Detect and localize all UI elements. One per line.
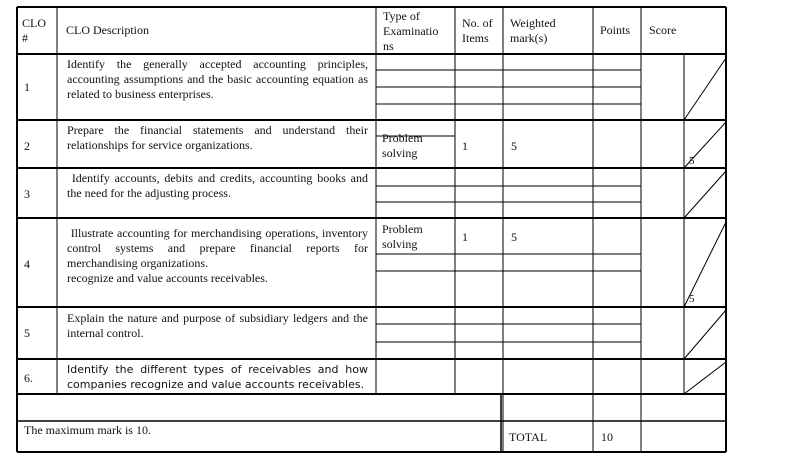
score-slash — [684, 171, 726, 218]
score-slash — [684, 58, 726, 120]
header-score: Score — [649, 23, 677, 37]
row-1-number: 1 — [24, 80, 30, 94]
row-4-number: 4 — [24, 257, 30, 271]
row-4-description: Illustrate accounting for merchandising operations, inventory control systems and prepare financial reports for merchandising organizations. recognize and value accounts receivables. — [67, 226, 368, 285]
row-2-number: 2 — [24, 139, 30, 153]
row-4-exam-type: Problem solving — [382, 222, 423, 251]
total-points: 10 — [601, 430, 613, 444]
row-1-description: Identify the generally accepted accounting principles, accounting assumptions and the basic accounting equation as related to business enterprises. — [67, 57, 368, 101]
row-2-score: 5 — [689, 155, 695, 167]
row-4-weighted-mark: 5 — [511, 230, 517, 244]
header-clo-description: CLO Description — [66, 23, 149, 37]
row-2-num-items: 1 — [462, 139, 468, 153]
row-6-description: Identify the different types of receivables and how companies recognize and value accounts receivables. — [67, 363, 368, 391]
row-5-description: Explain the nature and purpose of subsidiary ledgers and the internal control. — [67, 311, 368, 340]
max-mark-note: The maximum mark is 10. — [24, 423, 151, 437]
row-2-weighted-mark: 5 — [511, 139, 517, 153]
row-4-num-items: 1 — [462, 230, 468, 244]
header-points: Points — [600, 23, 631, 37]
row-3-description: Identify accounts, debits and credits, accounting books and the need for the adjusting process. — [67, 171, 372, 200]
header-exam-type: Type of Examinatio ns — [383, 9, 439, 53]
row-2-exam-type: Problem solving — [382, 131, 423, 160]
score-slash — [684, 310, 726, 359]
row-4-score: 5 — [689, 293, 695, 305]
header-weighted-marks: Weighted mark(s) — [510, 16, 556, 45]
row-5-number: 5 — [24, 326, 30, 340]
row-6-number: 6. — [24, 371, 33, 385]
header-num-items: No. of Items — [462, 16, 493, 45]
row-2-description: Prepare the financial statements and understand their relationships for service organizations. — [67, 123, 368, 152]
score-slash — [684, 362, 726, 394]
header-clo-number: CLO # — [22, 16, 46, 45]
row-3-number: 3 — [24, 187, 30, 201]
total-label: TOTAL — [509, 430, 548, 444]
